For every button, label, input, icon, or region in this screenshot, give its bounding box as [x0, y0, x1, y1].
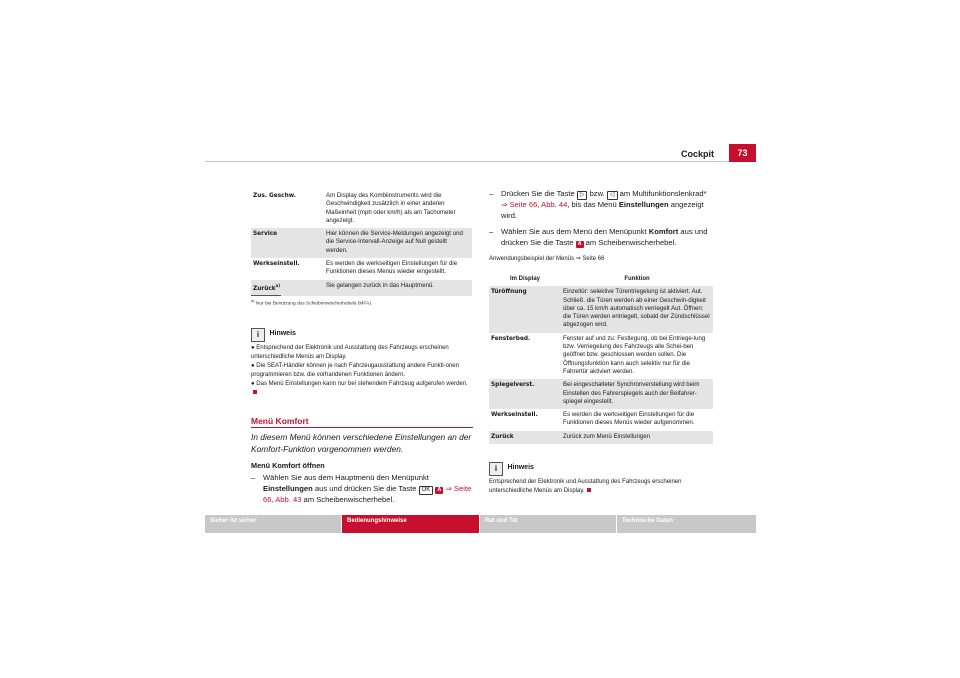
table-row: [489, 333, 713, 379]
step-text: am Multifunktionslenkrad*: [617, 189, 707, 198]
menu-name: Einstellungen: [618, 200, 669, 209]
nav-tab-bedienungshinweise[interactable]: Bedienungshinweise: [342, 515, 479, 533]
note-item-text: Das Menü Einstellungen kann nur bei stehendem Fahrzeug aufgerufen werden.: [256, 381, 468, 388]
footnote-rule: [251, 295, 281, 296]
note-box: [489, 456, 713, 495]
table-key: Fensterbed.: [491, 335, 531, 342]
table-key: Türöffnung: [489, 286, 561, 332]
table-value: Einzeltür: selektive Türentriegelung ist aktiviert. Aut. Schließ. die Türen werden ab einer Geschwin-digkeit über ca. 15 km/h automatisch verriegelt Aut. Öffnen: die Türen werden entriegelt, sobald der Zündschlüssel abgezogen wird.: [561, 286, 713, 332]
step-text: aus und drücken Sie die Taste: [312, 483, 419, 493]
table-key: [251, 280, 324, 296]
note-item: [251, 380, 473, 397]
step-text: am Scheibenwischerhebel.: [301, 494, 395, 504]
a-key-icon: A: [577, 240, 582, 247]
column-header: Funktion: [561, 272, 713, 286]
step-text: am Scheibenwischerhebel.: [583, 237, 677, 247]
table-row: [251, 228, 472, 258]
table-key: Werkseinstell.: [491, 412, 538, 419]
instruction-steps: [489, 189, 713, 254]
nav-tab-sicher[interactable]: Sicher ist sicher: [205, 515, 341, 533]
right-arrow-key-icon: ▷: [577, 191, 588, 200]
step-body: [251, 473, 473, 505]
function-table: [489, 272, 713, 444]
left-arrow-key-icon: ◁: [607, 191, 618, 200]
table-header-row: [489, 272, 713, 286]
bullet-icon: ●: [251, 381, 255, 388]
step-text: aus und drücken Sie die Taste: [501, 227, 708, 247]
table-row: [489, 431, 713, 444]
nav-tab-technische-daten[interactable]: Technische Daten: [617, 515, 756, 533]
footnote-text: Nur bei Benutzung des Scheibenwischerhebels (MFA).: [255, 301, 373, 307]
note-header: [251, 322, 473, 342]
footnote: [251, 298, 372, 307]
table-key-text: Zurück: [253, 285, 276, 292]
end-mark-icon: [587, 488, 591, 492]
section-heading: Menü Komfort: [251, 416, 309, 426]
settings-table: [251, 190, 472, 296]
step-text: Wählen Sie aus dem Menü den Menüpunkt: [501, 227, 649, 237]
note-item: [251, 362, 473, 379]
table-key: Service: [251, 228, 324, 258]
page-reference-link[interactable]: ⇒ Seite 66, Abb. 44: [501, 200, 568, 209]
header-rule: [205, 161, 756, 162]
section-intro: In diesem Menü können verschiedene Einstellungen an der Komfort-Funktion vorgenommen werden.: [251, 432, 472, 454]
table-key: Zus. Geschw.: [253, 193, 296, 199]
table-value: Es werden die werkseitigen Einstellungen für die Funktionen dieses Menüs wieder aufgenommen.: [563, 411, 695, 427]
table-key: Zurück: [489, 431, 561, 444]
page-title: Cockpit: [680, 149, 714, 159]
step-text: , bis das Menü: [567, 200, 619, 209]
menu-name: Komfort: [648, 227, 679, 237]
table-value: Am Display des Kombiinstruments wird die Geschwindigkeit zusätzlich in einer anderen Maßeinheit (mph oder km/h) als am Tachometer angezeigt.: [326, 192, 456, 224]
bullet-icon: ●: [251, 363, 255, 370]
table-row: [489, 379, 713, 409]
section-rule: [251, 427, 473, 428]
table-row: [489, 409, 713, 431]
a-key-icon: A: [437, 486, 442, 493]
table-value: Sie gelangen zurück in das Hauptmenü.: [324, 280, 472, 296]
table-row: [489, 286, 713, 332]
table-value: Bei eingeschalteter Synchronverstellung wird beim Einstellen des Fahrerspiegels auch der Beifahrer-spiegel eingestellt.: [561, 379, 713, 409]
note-icon: i: [251, 328, 265, 342]
table-caption: Anwendungsbeispiel der Menüs ⇒ Seite 66: [489, 256, 605, 262]
table-row: [251, 190, 472, 228]
table-key: Spiegelverst.: [489, 379, 561, 409]
note-heading: Hinweis: [269, 330, 296, 337]
column-header: Im Display: [489, 272, 561, 286]
note-text-block: [489, 478, 713, 495]
step-dash: –: [251, 473, 256, 482]
end-mark-icon: [253, 390, 257, 394]
step-text: bzw.: [587, 189, 607, 198]
table-value: Hier können die Service-Meldungen angezeigt und die Service-Intervall-Anzeige auf Null gestellt werden.: [324, 228, 472, 258]
footnote-mark: a): [251, 298, 255, 303]
page-number-badge: 73: [729, 144, 756, 162]
table-row: [251, 280, 472, 296]
step-dash: –: [489, 189, 494, 198]
table-value: Zurück zum Menü Einstellungen: [561, 431, 713, 444]
note-item-text: Entsprechend der Elektronik und Ausstattung des Fahrzeugs erscheinen unterschiedliche Menüs am Display.: [251, 345, 449, 360]
subsection-heading: Menü Komfort öffnen: [251, 461, 325, 470]
table-value: Es werden die werkseitigen Einstellungen für die Funktionen dieses Menüs wieder eingestellt.: [326, 260, 458, 276]
step-dash: –: [489, 227, 494, 237]
step-text: Drücken Sie die Taste: [501, 189, 577, 198]
step-text: angezeigt wird.: [501, 200, 704, 220]
table-key: Werkseinstell.: [253, 261, 300, 268]
nav-tab-rat-und-tat[interactable]: Rat und Tat: [480, 515, 616, 533]
footnote-marker: a): [275, 282, 281, 288]
note-text: Entsprechend der Elektronik und Ausstattung des Fahrzeugs erscheinen unterschiedliche Menüs am Display.: [489, 479, 682, 494]
note-box: [251, 322, 473, 399]
instruction-step: [489, 227, 713, 248]
table-row: [251, 258, 472, 280]
step-text: Wählen Sie aus dem Hauptmenü den Menüpunkt: [263, 473, 429, 482]
page-reference-link[interactable]: ⇒ Seite 66, Abb. 43: [263, 483, 472, 504]
note-heading: Hinweis: [507, 464, 534, 471]
note-item: [251, 344, 473, 361]
bullet-icon: ●: [251, 345, 255, 351]
instruction-step: [251, 473, 473, 511]
ok-key-icon: OK: [419, 486, 434, 495]
menu-name: Einstellungen: [263, 483, 313, 493]
table-value: Fenster auf und zu: Festlegung, ob bei Entriege-lung bzw. Verriegelung des Fahrzeugs alle Schei-ben geöffnet bzw. geschlossen werden sollen. Die Öffnungsfunktion kann auch selektiv nur für die Fahrertür aktiviert werden.: [563, 334, 706, 375]
note-icon: i: [489, 462, 503, 476]
instruction-step: [489, 189, 713, 221]
note-header: [489, 456, 713, 476]
note-item-text: Die SEAT-Händler können je nach Fahrzeugausstattung andere Funkti-onen programmieren bzw. die vorhandenen Funktionen ändern.: [251, 363, 459, 378]
